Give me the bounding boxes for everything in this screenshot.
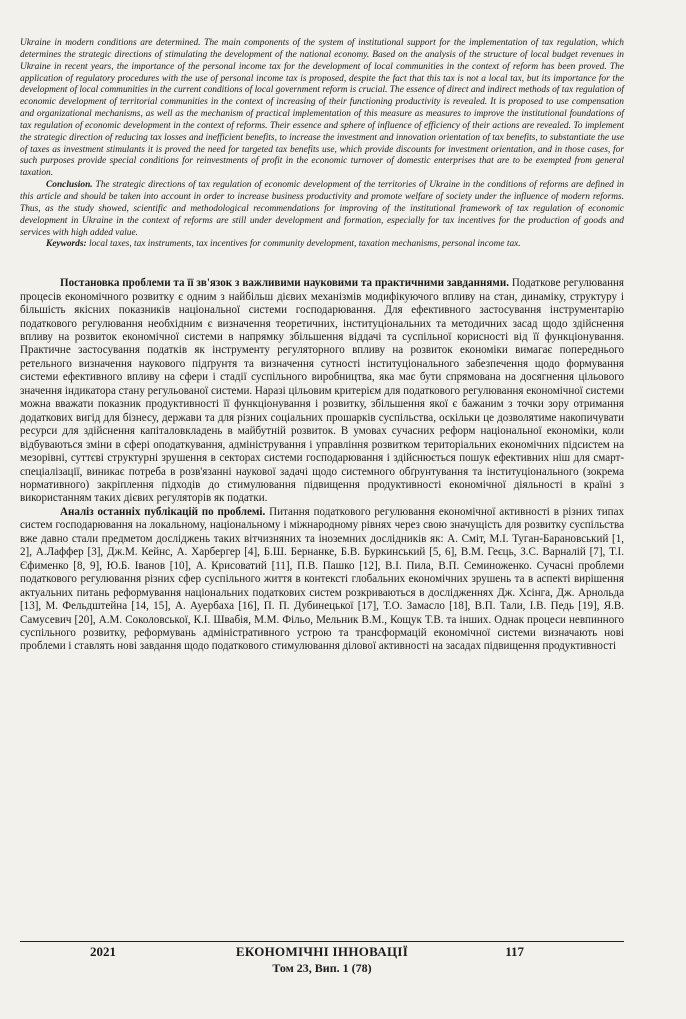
conclusion-label: Conclusion.	[46, 180, 93, 191]
footer-journal-title: ЕКОНОМІЧНІ ІННОВАЦІЇ	[235, 944, 409, 959]
conclusion-paragraph	[20, 180, 624, 239]
page-content	[20, 38, 624, 654]
section-body-text: Питання податкового регулювання економічної активності в різних типах систем господарювання на локальному, національному і міжнародному рівнях через свою значущість для розвитку суспільства вже давно стали предметом досліджень таких вітчизняних та іноземних дослідників як: А. Сміт, М.І. Туган-Барановський [1, 2], А.Лаффер [3], Дж.М. Кейнс, А. Харбергер [4], Б.Ш. Бернанке, Б.В. Буркинський [5, 6], В.М. Геєць, З.С. Варналій [7], Т.І. Єфименко [8, 9], Ю.Б. Іванов [10], А. Крисоватий [11], П.В. Пашко [12], В.І. Пила, В.П. Семиноженко. Сучасні проблеми податкового регулювання різних сфер суспільного життя в контексті глобальних економічних зрушень та в аспекті вирішення актуальних питань реформування національних податкових систем розкриваються в дослідженнях Дж. Хсінга, Дж. Арнольда [13], М. Фельдштейна [14, 15], А. Ауербаха [16], П. П. Дубинецької [17], Т.О. Замасло [18], В.П. Тали, І.В. Педь [19], Я.В. Самусевич [20], А.М. Соколовської, К.І. Швабія, М.М. Фільо, Мельник В.М., Кощук Т.В. та інших. Однак процеси невпинного суспільного розвитку, реформувань адміністративного устрою та трансформацій економічної системи визначають нові проблеми і ставлять нові завдання щодо податкового стимулювання ділової активності на засадах підвищення продуктивності	[20, 505, 624, 653]
section-literature-review	[20, 506, 624, 654]
page-footer	[20, 941, 624, 982]
conclusion-text: The strategic directions of tax regulation of economic development of the territories of Ukraine in the conditions of reforms are defined in this article and should be taken into account in order to increase business productivity and promote welfare of society under the influence of modern reforms. Thus, as the study showed, scientific and methodological recommendations for improving of the institutional framework of tax regulation of economic development in Ukraine in the context of reforms are still under development and formation, especially for tax incentives for the production of goods and services with high added value.	[20, 180, 624, 238]
section-heading: Аналіз останніх публікацій по проблемі.	[60, 505, 266, 518]
abstract-text: Ukraine in modern conditions are determined. The main components of the system of institutional support for the implementation of tax regulation, which determines the strategic directions of stimulating the development of the national economy. Based on the analysis of the structure of local budget revenues in Ukraine in recent years, the importance of the personal income tax for the development of local communities in the context of reform has been proved. The application of regulatory procedures with the use of personal income tax is proposed, despite the fact that this tax is not a local tax, but its importance for the development of local communities in the current conditions of local government reform is crucial. The essence of direct and indirect methods of tax regulation of economic development of territorial communities in the context of increasing of their functioning productivity is revealed. It is proposed to use compensation and organizational mechanisms, as well as the mechanism of practical implementation of this measure as measures to improve the institutional foundations of tax regulation of economic development in the context of reforms. Their essence and sphere of influence of efficiency of their actions are revealed. To implement the strategic direction of reducing tax losses and inefficient benefits, to increase the investment and innovation orientation of tax benefits, to substantiate the use of taxes as investment stimulants it is proved the need for targeted tax benefits use, which provide discounts for investment orientation, and in those cases, for such purposes provide special conditions for reinvestments of profit in the economic turnover of domestic enterprises that are to be exempted from general taxation.	[20, 38, 624, 179]
footer-year: 2021	[90, 944, 116, 959]
keywords-text: local taxes, tax instruments, tax incentives for community development, taxation mechanisms, personal income tax.	[86, 239, 521, 250]
section-problem-statement	[20, 277, 624, 506]
footer-volume: Том 23, Вип. 1 (78)	[272, 961, 372, 975]
abstract-paragraph	[20, 38, 624, 180]
section-body-text: Податкове регулювання процесів економічного розвитку є одним з найбільш дієвих механізмів модифікуючого впливу на стан, динаміку, структуру і більшість якісних показників національної системи господарювання. Для ефективного застосування інструментарію податкового регулювання необхідним є визначення теоретичних, інституціональних та методичних засад щодо здійснення впливу на розвиток економічної системи в напрямку збільшення віддачі та суспільної корисності від її функціонування. Практичне застосування податків як інструменту регуляторного впливу на розвиток економіки вимагає попереднього ретельного визначення наукового підґрунтя та визначення сутності інституціонального забезпечення щодо формування системи ефективного впливу на сфери і стадії суспільного виробництва, яка має бути спрямована на досягнення цільового значення індикатора стану регульованої системи. Наразі цільовим критерієм для податкового регулювання економічної системи можна вважати показник продуктивності її функціонування і розвитку, збільшення якої є бажаним з точки зору отримання додаткових вигід для бізнесу, держави та для різних соціальних прошарків суспільства, оскільки це дозволятиме накопичувати ресурси для здійснення капіталовкладень в майбутній розвиток. В умовах сучасних реформ національної економіки, коли відбуваються зміни в сфері оподаткування, адміністрування і управління розвитком територіальних економічних підсистем на мезорівні, суттєві структурні зрушення в секторах системи господарювання і здійснюється пошук ефективних ніш для смарт-спеціалізації, виникає потреба в розв'язанні наукової задачі щодо системного обґрунтування та інституціонального (зокрема нормативного) закріплення підходів до стимулювання підвищення продуктивності економічної діяльності в країні з використанням таких дієвих регуляторів як податки.	[20, 277, 625, 505]
section-heading: Постановка проблеми та її зв'язок з важливими науковими та практичними завданнями.	[60, 277, 509, 290]
section-gap	[20, 251, 624, 277]
keywords-label: Keywords:	[46, 239, 87, 250]
keywords-paragraph	[20, 239, 624, 251]
footer-page-number: 117	[505, 944, 524, 959]
